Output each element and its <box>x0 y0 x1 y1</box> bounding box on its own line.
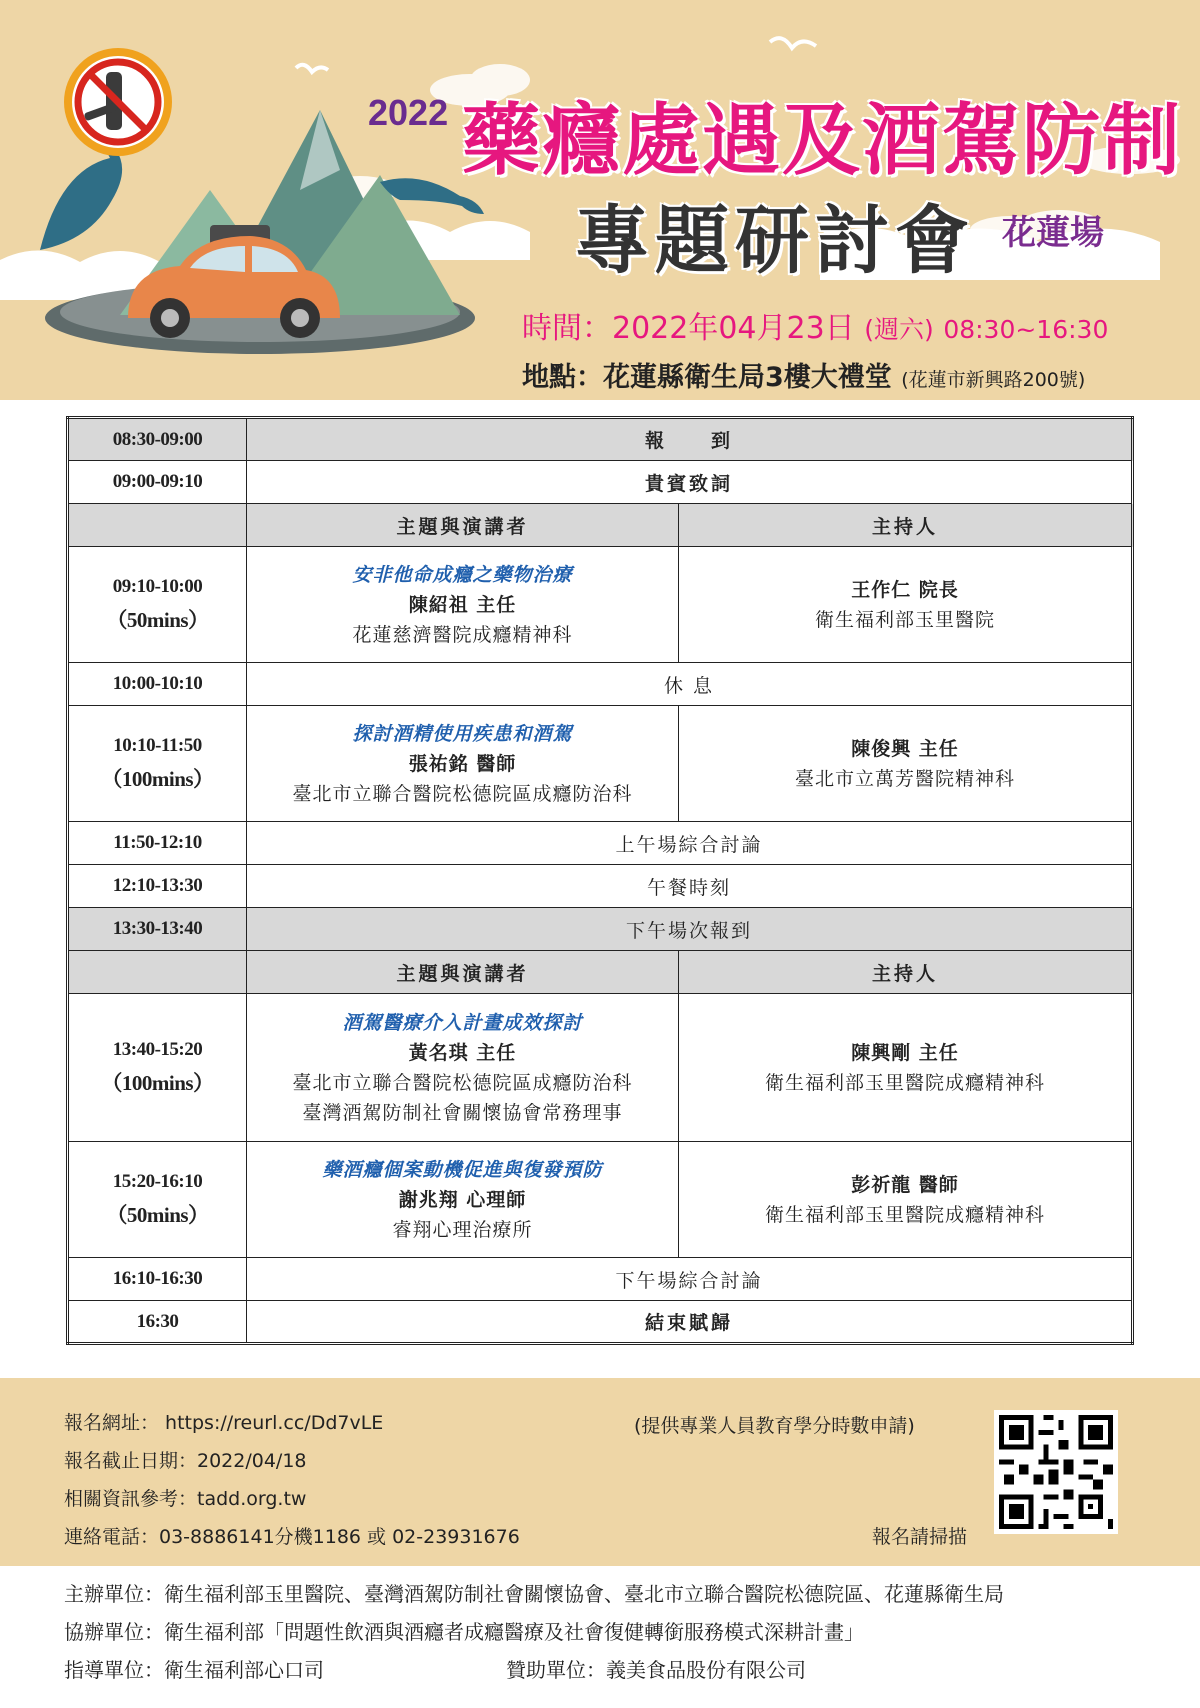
schedule-table <box>66 416 1134 1345</box>
host-header: 主持人 <box>679 504 1133 547</box>
venue-tag: 花蓮場 <box>1002 213 1104 253</box>
host-cell <box>679 1142 1133 1258</box>
time-range: 10:10-11:50 <box>113 734 202 756</box>
session-speaker: 陳紹祖 主任 <box>408 593 517 616</box>
duration: （100mins） <box>101 1070 214 1095</box>
session-topic: 探討酒精使用疾患和酒駕 <box>352 722 573 745</box>
session-topic: 藥酒癮個案動機促進與復發預防 <box>322 1158 603 1181</box>
contact-phone: 連絡電話：03-8886141分機1186 或 02-23931676 <box>64 1526 520 1548</box>
registration-section <box>0 1378 1200 1566</box>
table-row <box>68 706 1133 822</box>
agenda-cell: 貴賓致詞 <box>247 461 1133 504</box>
speaker-org-secondary: 臺灣酒駕防制社會關懷協會常務理事 <box>302 1101 623 1124</box>
sponsor-unit: 贊助單位：義美食品股份有限公司 <box>506 1658 806 1682</box>
time-cell: 16:10-16:30 <box>68 1258 247 1301</box>
table-row <box>68 547 1133 663</box>
session-cell <box>247 1142 679 1258</box>
agenda-cell: 午餐時刻 <box>247 865 1133 908</box>
duration: （100mins） <box>101 766 214 791</box>
guiding-unit: 指導單位：衛生福利部心口司 <box>64 1658 324 1682</box>
session-topic: 安非他命成癮之藥物治療 <box>352 563 573 586</box>
empty-header-cell <box>68 504 247 547</box>
table-row <box>68 1142 1133 1258</box>
event-time <box>522 303 1108 347</box>
table-row <box>68 1258 1133 1301</box>
organizers-section <box>0 1566 1200 1708</box>
table-row <box>68 908 1133 951</box>
time-range: 09:10-10:00 <box>112 575 203 597</box>
agenda-cell: 下午場次報到 <box>247 908 1133 951</box>
place-address: (花蓮市新興路200號) <box>901 369 1086 391</box>
agenda-cell: 休 息 <box>247 663 1133 706</box>
time-cell: 12:10-13:30 <box>68 865 247 908</box>
time-cell <box>68 547 247 663</box>
place-label: 地點： <box>522 362 603 393</box>
time-cell <box>68 706 247 822</box>
host-name: 王作仁 院長 <box>851 578 959 601</box>
agenda-cell: 報 到 <box>247 418 1133 461</box>
host-cell <box>679 547 1133 663</box>
credit-note: (提供專業人員教育學分時數申請) <box>634 1415 915 1437</box>
speaker-org: 臺北市立聯合醫院松德院區成癮防治科 <box>292 782 633 805</box>
host-org: 衛生福利部玉里醫院成癮精神科 <box>764 1071 1045 1094</box>
host-organizers: 主辦單位：衛生福利部玉里醫院、臺灣酒駕防制社會關懷協會、臺北市立聯合醫院松德院區、花蓮縣衛生局 <box>64 1582 1004 1606</box>
table-row <box>68 822 1133 865</box>
info-reference[interactable]: 相關資訊參考：tadd.org.tw <box>64 1488 307 1510</box>
bird-icon <box>296 38 816 72</box>
table-row <box>68 418 1133 461</box>
table-row <box>68 865 1133 908</box>
agenda-cell: 上午場綜合討論 <box>247 822 1133 865</box>
time-cell <box>68 994 247 1142</box>
speaker-org: 臺北市立聯合醫院松德院區成癮防治科 <box>292 1071 633 1094</box>
time-cell: 09:00-09:10 <box>68 461 247 504</box>
host-name: 彭祈龍 醫師 <box>851 1173 959 1196</box>
host-cell <box>679 706 1133 822</box>
time-cell <box>68 1142 247 1258</box>
host-header: 主持人 <box>679 951 1133 994</box>
time-cell: 08:30-09:00 <box>68 418 247 461</box>
event-title-main: 藥癮處遇及酒駕防制 <box>462 96 1183 186</box>
table-header-row <box>68 951 1133 994</box>
table-row <box>68 663 1133 706</box>
empty-header-cell <box>68 951 247 994</box>
host-name: 陳俊興 主任 <box>851 737 959 760</box>
time-cell: 13:30-13:40 <box>68 908 247 951</box>
poster-header <box>0 0 1200 400</box>
time-range: 13:40-15:20 <box>112 1038 203 1060</box>
place-name: 花蓮縣衛生局3樓大禮堂 <box>603 362 892 393</box>
topic-header: 主題與演講者 <box>247 504 679 547</box>
table-header-row <box>68 504 1133 547</box>
duration: （50mins） <box>106 1202 209 1227</box>
session-topic: 酒駕醫療介入計畫成效探討 <box>342 1011 583 1034</box>
no-drugs-sign-icon <box>68 52 168 152</box>
registration-url[interactable]: 報名網址： https://reurl.cc/Dd7vLE <box>64 1412 384 1434</box>
event-place <box>522 355 1085 394</box>
session-cell <box>247 547 679 663</box>
time-label: 時間： <box>522 311 612 346</box>
co-organizers: 協辦單位：衛生福利部「問題性飲酒與酒癮者成癮醫療及社會復健轉銜服務模式深耕計畫」 <box>64 1620 864 1644</box>
host-cell <box>679 994 1133 1142</box>
host-org: 衛生福利部玉里醫院 <box>814 608 995 631</box>
time-cell: 11:50-12:10 <box>68 822 247 865</box>
qr-code-icon[interactable] <box>994 1410 1118 1534</box>
host-org: 衛生福利部玉里醫院成癮精神科 <box>764 1203 1045 1226</box>
table-row <box>68 461 1133 504</box>
duration: （50mins） <box>106 607 209 632</box>
host-name: 陳興剛 主任 <box>851 1041 959 1064</box>
registration-deadline: 報名截止日期：2022/04/18 <box>64 1450 307 1472</box>
speaker-org: 睿翔心理治療所 <box>392 1218 533 1241</box>
time-cell: 16:30 <box>68 1301 247 1344</box>
table-row <box>68 994 1133 1142</box>
table-row <box>68 1301 1133 1344</box>
topic-header: 主題與演講者 <box>247 951 679 994</box>
time-date: 2022年04月23日 <box>612 311 855 346</box>
time-hours: 08:30~16:30 <box>943 315 1109 344</box>
time-range: 15:20-16:10 <box>112 1170 203 1192</box>
session-cell <box>247 706 679 822</box>
event-year: 2022 <box>368 92 449 133</box>
scan-label: 報名請掃描 <box>872 1526 968 1548</box>
time-weekday: (週六) <box>864 315 934 344</box>
time-cell: 10:00-10:10 <box>68 663 247 706</box>
session-speaker: 張祐銘 醫師 <box>408 752 517 775</box>
event-title-sub: 專題研討會 <box>575 198 975 284</box>
session-speaker: 謝兆翔 心理師 <box>398 1188 527 1211</box>
agenda-cell: 結束賦歸 <box>247 1301 1133 1344</box>
host-org: 臺北市立萬芳醫院精神科 <box>794 767 1015 790</box>
speaker-org: 花蓮慈濟醫院成癮精神科 <box>352 623 573 646</box>
session-speaker: 黃名琪 主任 <box>408 1041 517 1064</box>
session-cell <box>247 994 679 1142</box>
agenda-cell: 下午場綜合討論 <box>247 1258 1133 1301</box>
